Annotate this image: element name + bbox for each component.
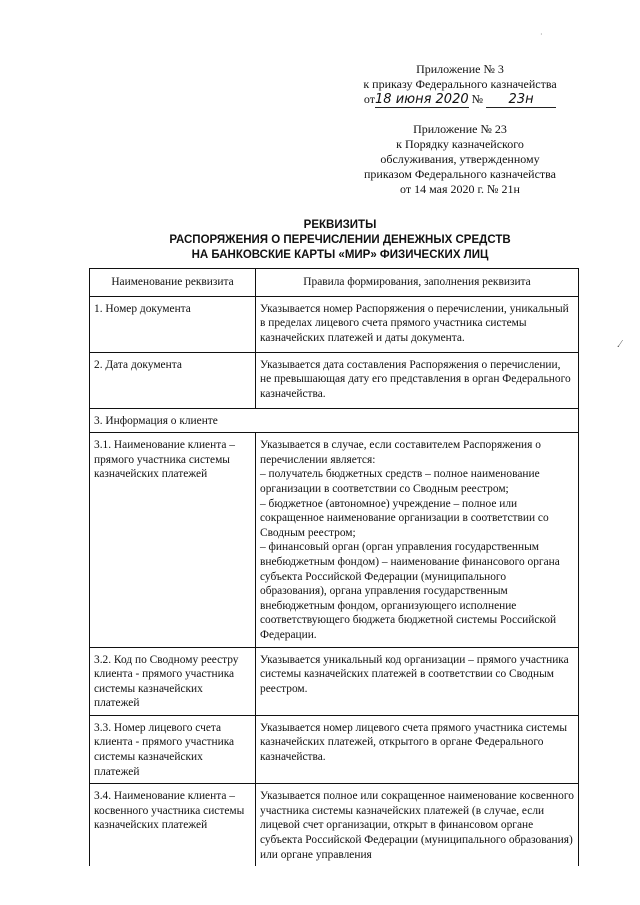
requisite-name: 3.3. Номер лицевого счета клиента - прямого участника системы казначейских платежей — [90, 715, 256, 783]
scan-speck: · — [540, 30, 543, 39]
table-row — [90, 352, 579, 408]
handwritten-date: 18 июня 2020 — [375, 92, 469, 107]
document-title — [90, 218, 590, 263]
scan-mark: .⁄ — [617, 339, 622, 350]
date-prefix: от — [363, 92, 376, 106]
rule-line: – получатель бюджетных средств – полное наименование организации в соответствии со Сводным реестром; — [260, 468, 540, 495]
table-row — [90, 296, 579, 352]
appendix-procedure-line2: к Порядку казначейского — [396, 137, 524, 151]
requisite-name: 2. Дата документа — [90, 352, 256, 408]
requisite-rule: Указывается уникальный код организации – прямого участника системы казначейских платежей в соответствии со Сводным реестром. — [256, 647, 579, 715]
table-header-row — [90, 269, 579, 297]
requisite-name: 3.2. Код по Сводному реестру клиента - прямого участника системы казначейских платежей — [90, 647, 256, 715]
appendix-procedure-line5: от 14 мая 2020 г. № 21н — [400, 182, 520, 196]
requisites-table — [89, 268, 579, 866]
appendix-order-date-line — [330, 92, 590, 108]
requisite-name: 1. Номер документа — [90, 296, 256, 352]
header-col-name: Наименование реквизита — [90, 269, 256, 297]
appendix-procedure-line4: приказом Федерального казначейства — [363, 167, 557, 181]
section-label: 3. Информация о клиенте — [90, 408, 579, 433]
number-label: № — [471, 92, 484, 106]
table-row — [90, 784, 579, 866]
requisite-rule: Указывается полное или сокращенное наименование косвенного участника системы казначейских платежей (в случае, если лицевой счет организации, открыт в финансовом органе субъекта Российской Федерации (муниципального образования) или органе управления — [256, 784, 579, 866]
rule-line: – финансовый орган (орган управления государственным внебюджетным фондом) – наименование финансового органа субъекта Российской Федерации (муниципального образования), органа управления государственным внебюджетным фондом, организующего исполнение соответствующего бюджета бюджетной системы Российской Федерации. — [260, 541, 560, 641]
rule-line: Указывается в случае, если составителем Распоряжения о перечислении является: — [260, 439, 541, 466]
requisite-rule — [256, 433, 579, 647]
appendix-order-line1: Приложение № 3 — [416, 62, 504, 76]
table-row — [90, 715, 579, 783]
appendix-procedure-line3: обслуживания, утвержденному — [380, 152, 540, 166]
title-line2: РАСПОРЯЖЕНИЯ О ПЕРЕЧИСЛЕНИИ ДЕНЕЖНЫХ СРЕДСТВ — [169, 234, 511, 246]
appendix-procedure-block — [330, 122, 590, 197]
table-section-row — [90, 408, 579, 433]
requisite-rule: Указывается номер лицевого счета прямого участника системы казначейских платежей, открытого в органе Федерального казначейства. — [256, 715, 579, 783]
title-line1: РЕКВИЗИТЫ — [303, 219, 377, 231]
appendix-procedure-line1: Приложение № 23 — [413, 122, 507, 136]
requisite-rule: Указывается номер Распоряжения о перечислении, уникальный в пределах лицевого счета прямого участника системы казначейских платежей и даты документа. — [256, 296, 579, 352]
appendix-order-line2: к приказу Федерального казначейства — [363, 77, 557, 91]
appendix-order-block — [330, 62, 590, 108]
title-line3: НА БАНКОВСКИЕ КАРТЫ «МИР» ФИЗИЧЕСКИХ ЛИЦ — [191, 249, 489, 261]
table-row — [90, 647, 579, 715]
requisite-name: 3.4. Наименование клиента – косвенного участника системы казначейских платежей — [90, 784, 256, 866]
requisite-name: 3.1. Наименование клиента – прямого участника системы казначейских платежей — [90, 433, 256, 647]
requisite-rule: Указывается дата составления Распоряжения о перечислении, не превышающая дату его представления в орган Федерального казначейства. — [256, 352, 579, 408]
table-row — [90, 433, 579, 647]
header-col-rule: Правила формирования, заполнения реквизита — [256, 269, 579, 297]
rule-line: – бюджетное (автономное) учреждение – полное или сокращенное наименование организации в соответствии со Сводным реестром; — [260, 497, 549, 539]
handwritten-number: 23н — [486, 92, 556, 108]
